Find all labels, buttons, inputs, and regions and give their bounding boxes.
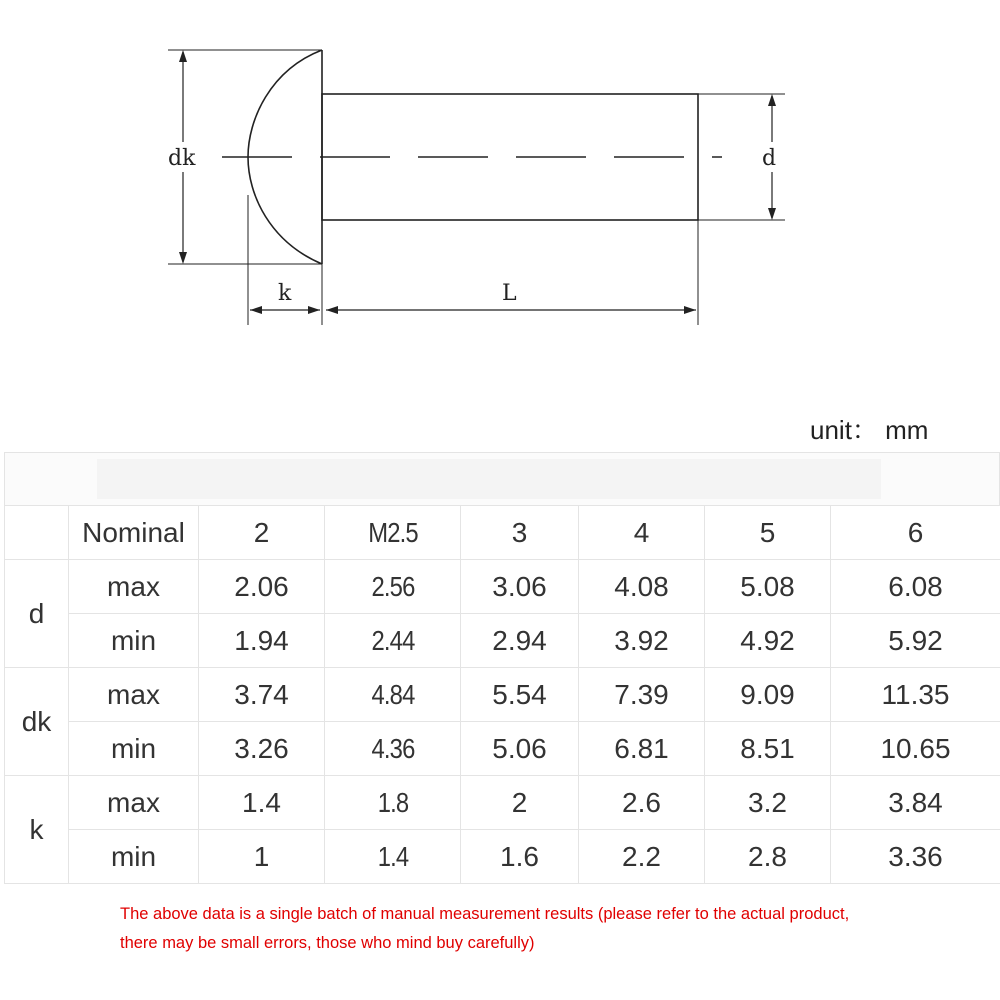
- disclaimer-line-2: there may be small errors, those who mind buy carefully): [120, 934, 535, 952]
- cell: 6.08: [831, 560, 1000, 614]
- group-label-k: k: [5, 776, 69, 884]
- row-label: min: [69, 614, 199, 668]
- table-row: [5, 830, 1000, 884]
- unit-label: unit： mm: [810, 415, 929, 445]
- cell: 5.92: [831, 614, 1000, 668]
- cell: 5.54: [461, 668, 579, 722]
- cell: 1: [199, 830, 325, 884]
- cell: 3.26: [199, 722, 325, 776]
- size-header: 5: [705, 506, 831, 560]
- disclaimer-line-1: The above data is a single batch of manual measurement results (please refer to the actual product,: [120, 905, 850, 923]
- size-header: M2.5: [335, 506, 451, 560]
- cell: 4.84: [335, 668, 451, 722]
- table-row: [5, 722, 1000, 776]
- table-title-bar: [4, 452, 1000, 505]
- row-label: min: [69, 722, 199, 776]
- row-label: min: [69, 830, 199, 884]
- cell: 4.92: [705, 614, 831, 668]
- header-row: [5, 506, 1000, 560]
- row-label: max: [69, 560, 199, 614]
- table-row: [5, 668, 1000, 722]
- row-label: max: [69, 668, 199, 722]
- spec-table: [4, 452, 1000, 884]
- cell: 1.8: [335, 776, 451, 830]
- nominal-label: Nominal: [69, 506, 199, 560]
- cell: 8.51: [705, 722, 831, 776]
- cell: 7.39: [579, 668, 705, 722]
- cell: 9.09: [705, 668, 831, 722]
- cell: 4.36: [335, 722, 451, 776]
- d-label: d: [762, 146, 777, 171]
- cell: 1.94: [199, 614, 325, 668]
- cell: 2.8: [705, 830, 831, 884]
- dk-label: dk: [168, 146, 196, 171]
- corner-cell: [5, 506, 69, 560]
- size-header: 2: [199, 506, 325, 560]
- cell: 5.08: [705, 560, 831, 614]
- table-row: [5, 776, 1000, 830]
- size-header: 4: [579, 506, 705, 560]
- disclaimer-note: [120, 900, 849, 958]
- cell: 3.74: [199, 668, 325, 722]
- cell: 1.4: [199, 776, 325, 830]
- cell: 3.2: [705, 776, 831, 830]
- cell: 10.65: [831, 722, 1000, 776]
- group-label-d: d: [5, 560, 69, 668]
- cell: 1.4: [335, 830, 451, 884]
- cell: 2: [461, 776, 579, 830]
- size-header: 3: [461, 506, 579, 560]
- cell: 2.44: [335, 614, 451, 668]
- cell: 2.06: [199, 560, 325, 614]
- cell: 5.06: [461, 722, 579, 776]
- group-label-dk: dk: [5, 668, 69, 776]
- cell: 2.94: [461, 614, 579, 668]
- cell: 11.35: [831, 668, 1000, 722]
- cell: 3.06: [461, 560, 579, 614]
- cell: 3.92: [579, 614, 705, 668]
- cell: 2.6: [579, 776, 705, 830]
- size-header: 6: [831, 506, 1000, 560]
- cell: 6.81: [579, 722, 705, 776]
- cell: 2.56: [335, 560, 451, 614]
- cell: 2.2: [579, 830, 705, 884]
- cell: 4.08: [579, 560, 705, 614]
- table-row: [5, 614, 1000, 668]
- k-label: k: [278, 281, 292, 306]
- cell: 3.84: [831, 776, 1000, 830]
- l-label: L: [502, 281, 517, 306]
- cell: 1.6: [461, 830, 579, 884]
- cell: 3.36: [831, 830, 1000, 884]
- rivet-dimension-diagram: [0, 0, 1000, 400]
- row-label: max: [69, 776, 199, 830]
- table-row: [5, 560, 1000, 614]
